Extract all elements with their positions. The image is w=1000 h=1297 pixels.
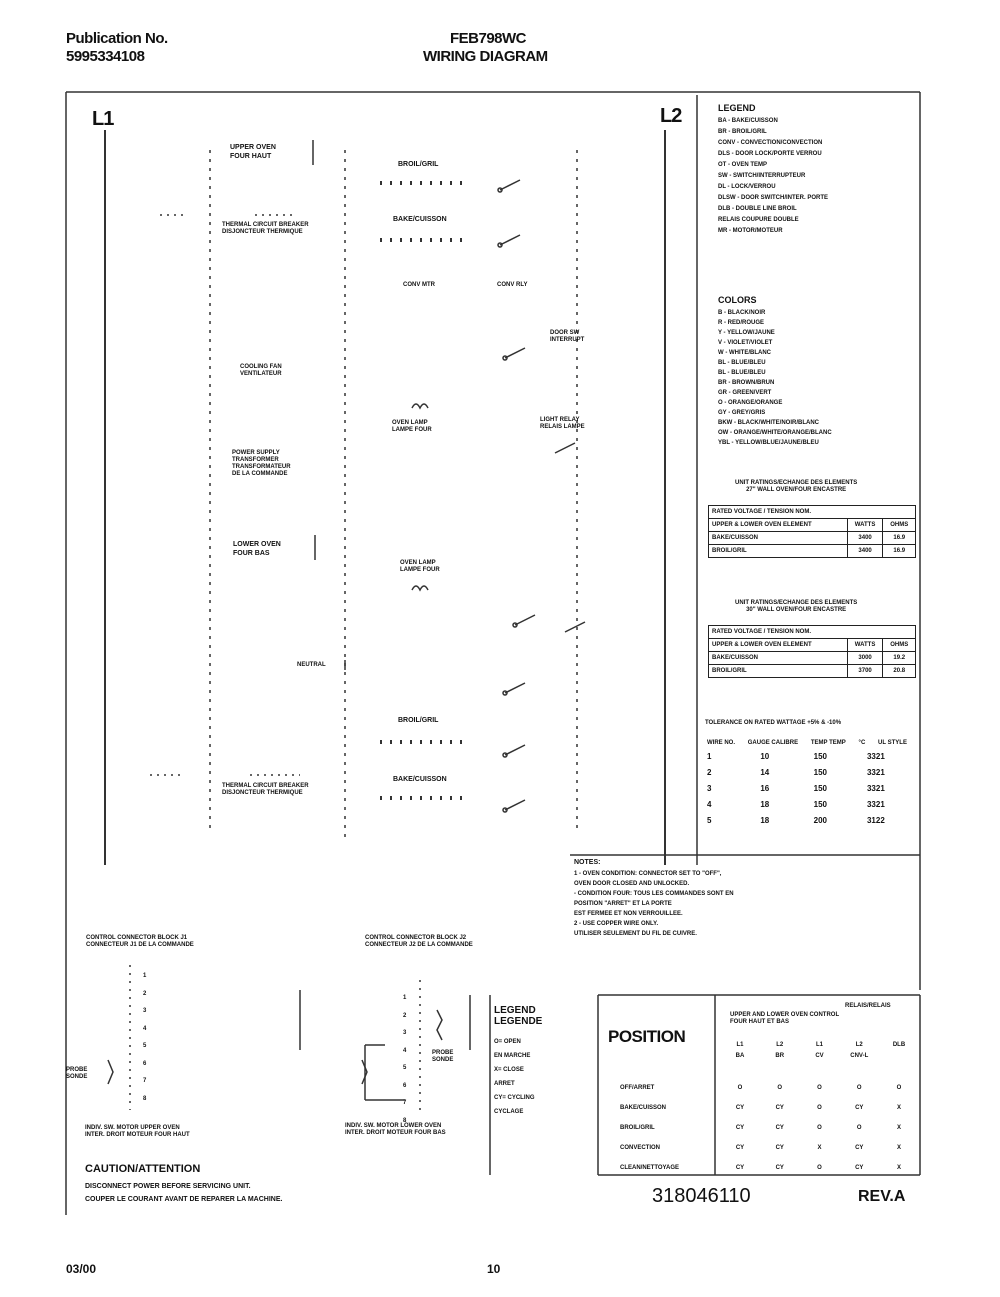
connector-j1-pins (143, 968, 146, 1108)
legend2-title: LEGEND LEGENDE (494, 1005, 543, 1027)
position-cell: X (896, 1104, 901, 1111)
wire-cell: 2 (707, 768, 712, 777)
position-col-head: L2 CNV-L (850, 1042, 869, 1059)
position-cell: O (856, 1124, 862, 1131)
note-line: POSITION "ARRET" ET LA PORTE (574, 901, 672, 907)
legend-item: DLS - DOOR LOCK/PORTE VERROU (718, 151, 822, 157)
connector-pin: 6 (143, 1060, 147, 1067)
legend-section (718, 104, 828, 237)
wire-cell: 3 (707, 784, 712, 793)
wire-cell: 150 (813, 784, 828, 793)
wire-head-cell: °C (858, 740, 866, 746)
bake-upper-label: BAKE/CUISSON (393, 216, 447, 223)
position-cell: O (817, 1124, 822, 1131)
position-cell: CY (855, 1104, 864, 1111)
position-cell: CY (775, 1144, 784, 1151)
door-switch-label: DOOR SW INTERRUPT (550, 330, 585, 343)
connector-j1-caption: INDIV. SW. MOTOR UPPER OVEN INTER. DROIT MOTEUR FOUR HAUT (85, 1125, 190, 1138)
position-cell: CY (775, 1164, 784, 1171)
lower-oven-label: LOWER OVEN FOUR BAS (233, 541, 281, 557)
position-col-head: L1 BA (735, 1042, 745, 1059)
position-cell: CY (735, 1144, 745, 1151)
color-item: BL - BLUE/BLEU (718, 370, 766, 376)
connector-pin: 1 (143, 973, 147, 979)
position-row (620, 1158, 917, 1178)
tolerance-note: TOLERANCE ON RATED WATTAGE +5% & -10% (705, 720, 842, 726)
note-line: 2 - USE COPPER WIRE ONLY. (574, 921, 659, 927)
color-item: V - VIOLET/VIOLET (718, 340, 773, 346)
position-cell: O (777, 1084, 783, 1091)
legend2-item: EN MARCHE (494, 1053, 531, 1059)
wire-cell: 150 (813, 800, 828, 809)
wire-cell: 10 (760, 752, 770, 761)
position-rows (620, 1078, 917, 1178)
page-title: WIRING DIAGRAM (423, 48, 548, 65)
ratings-1-row-ohms: 16.9 (883, 545, 916, 558)
ratings-table-1 (708, 505, 916, 558)
legend-item: MR - MOTOR/MOTEUR (718, 228, 783, 234)
legend-item: SW - SWITCH/INTERRUPTEUR (718, 173, 806, 179)
legend-title: LEGEND (718, 103, 756, 113)
legend2-item: O= OPEN (494, 1039, 521, 1045)
legend-list (718, 116, 828, 237)
oven-lamp-upper: OVEN LAMP LAMPE FOUR (392, 420, 432, 433)
legend-item: RELAIS COUPURE DOUBLE (718, 217, 799, 223)
position-cell: CY (735, 1104, 745, 1111)
connector-pin: 2 (403, 1012, 407, 1019)
legend-item: OT - OVEN TEMP (718, 162, 768, 168)
colors-section (718, 296, 832, 448)
thermal-breaker-lower: THERMAL CIRCUIT BREAKER DISJONCTEUR THERMIQUE (222, 783, 309, 796)
ratings-2-row-watts: 3000 (847, 652, 883, 665)
note-line: 1 - OVEN CONDITION: CONNECTOR SET TO "OFF", (574, 871, 722, 877)
wire-row (707, 781, 907, 797)
ratings-1-head-2: OHMS (883, 519, 916, 532)
ratings-1-head-0: UPPER & LOWER OVEN ELEMENT (709, 519, 848, 532)
connector-pin: 7 (143, 1078, 147, 1084)
wire-row (707, 749, 907, 765)
position-row (620, 1078, 917, 1098)
ratings-2-row-label: BAKE/CUISSON (709, 652, 848, 665)
conv-relay-label: CONV RLY (497, 282, 528, 288)
thermal-breaker-upper: THERMAL CIRCUIT BREAKER DISJONCTEUR THERMIQUE (222, 222, 309, 235)
position-col-head: DLB (892, 1042, 906, 1048)
position-row-label: CLEAN/NETTOYAGE (620, 1164, 680, 1171)
position-cell: CY (775, 1124, 784, 1131)
wire-cell: 3321 (866, 768, 885, 777)
wire-cell: 18 (760, 816, 770, 825)
ratings-1-sub: RATED VOLTAGE / TENSION NOM. (709, 506, 916, 519)
notes-section (574, 858, 734, 939)
legend2-section (494, 1005, 542, 1119)
ratings-2-row-ohms: 20.8 (883, 665, 916, 678)
ratings-1-title: UNIT RATINGS/ECHANGE DES ELEMENTS 27" WALL OVEN/FOUR ENCASTRE (735, 480, 858, 493)
note-line: UTILISER SEULEMENT DU FIL DE CUIVRE. (574, 931, 697, 937)
wire-cell: 16 (760, 784, 770, 793)
wire-head-cell: UL STYLE (878, 740, 907, 746)
connector-pin: 5 (403, 1065, 407, 1071)
ratings-2-head-1: WATTS (847, 639, 883, 652)
wire-cell: 150 (813, 768, 828, 777)
position-row (620, 1098, 917, 1118)
legend-item: DL - LOCK/VERROU (718, 184, 776, 190)
color-item: R - RED/ROUGE (718, 320, 765, 326)
conv-motor-label: CONV MTR (403, 282, 435, 288)
connector-pin: 4 (403, 1047, 407, 1054)
broil-lower-label: BROIL/GRIL (398, 717, 439, 724)
wire-cell: 3321 (866, 752, 885, 761)
color-item: B - BLACK/NOIR (718, 310, 766, 316)
position-row-label: OFF/ARRET (620, 1084, 655, 1091)
wire-cell: 150 (813, 752, 828, 761)
note-line: OVEN DOOR CLOSED AND UNLOCKED. (574, 881, 690, 887)
note-line: - CONDITION FOUR: TOUS LES COMMANDES SONT EN (574, 891, 734, 897)
color-item: OW - ORANGE/WHITE/ORANGE/BLANC (718, 430, 832, 436)
position-relay-sub: UPPER AND LOWER OVEN CONTROL FOUR HAUT ET BAS (730, 1012, 840, 1025)
ratings-1-row-watts: 3400 (847, 532, 883, 545)
wire-cell: 3122 (866, 816, 885, 825)
connector-pin: 8 (143, 1095, 147, 1102)
publication-label: Publication No. (66, 30, 168, 47)
position-cell: CY (775, 1104, 784, 1111)
position-cell: O (817, 1104, 822, 1111)
wire-head-cell: WIRE NO. (707, 740, 735, 746)
ratings-2-head-0: UPPER & LOWER OVEN ELEMENT (709, 639, 848, 652)
connector-pin: 1 (403, 995, 407, 1001)
legend2-list (494, 1035, 542, 1119)
probe-label-j2: PROBE SONDE (432, 1050, 454, 1063)
position-cell: X (896, 1144, 901, 1151)
position-columns (722, 1040, 917, 1062)
ratings-2-head-2: OHMS (883, 639, 916, 652)
color-item: BL - BLUE/BLEU (718, 360, 766, 366)
wire-cell: 4 (707, 800, 712, 809)
connector-pin: 7 (403, 1100, 407, 1106)
position-cell: O (817, 1084, 822, 1091)
wire-row (707, 797, 907, 813)
position-cell: O (896, 1084, 902, 1091)
revision-label: REV.A (858, 1188, 906, 1205)
connector-j2-title: CONTROL CONNECTOR BLOCK J2 CONNECTEUR J2 DE LA COMMANDE (365, 935, 473, 948)
wire-cell: 3321 (866, 784, 885, 793)
caution-line-1: DISCONNECT POWER BEFORE SERVICING UNIT. (85, 1183, 251, 1190)
position-relay-title: RELAIS/RELAIS (845, 1003, 891, 1009)
ratings-table-2 (708, 625, 916, 678)
ratings-1-row-watts: 3400 (847, 545, 883, 558)
legend-item: BA - BAKE/CUISSON (718, 118, 778, 124)
position-row (620, 1118, 917, 1138)
position-row-label: CONVECTION (620, 1144, 661, 1151)
legend-item: DLSW - DOOR SWITCH/INTER. PORTE (718, 195, 828, 201)
position-cell: O (856, 1084, 862, 1091)
ratings-1-head-1: WATTS (847, 519, 883, 532)
wire-cell: 200 (813, 816, 828, 825)
color-item: BR - BROWN/BRUN (718, 380, 775, 386)
wire-head-cell: GAUGE CALIBRE (747, 740, 799, 746)
legend2-item: CYCLAGE (494, 1109, 524, 1115)
ratings-2-row-label: BROIL/GRIL (709, 665, 848, 678)
caution-title: CAUTION/ATTENTION (85, 1163, 201, 1175)
page-number: 10 (487, 1262, 501, 1276)
connector-j2-caption: INDIV. SW. MOTOR LOWER OVEN INTER. DROIT MOTEUR FOUR BAS (345, 1123, 446, 1136)
position-cell: CY (735, 1164, 745, 1171)
ratings-2-row-ohms: 19.2 (883, 652, 916, 665)
color-item: GR - GREEN/VERT (718, 390, 772, 396)
legend-item: CONV - CONVECTION/CONVECTION (718, 140, 823, 146)
position-row (620, 1138, 917, 1158)
model-number: FEB798WC (450, 30, 527, 47)
colors-title: COLORS (718, 295, 757, 305)
ratings-1-row-label: BAKE/CUISSON (709, 532, 848, 545)
position-cell: CY (735, 1124, 745, 1131)
position-cell: CY (855, 1144, 864, 1151)
color-item: YBL - YELLOW/BLUE/JAUNE/BLEU (718, 440, 819, 446)
wire-cell: 5 (707, 816, 712, 825)
connector-pin: 4 (143, 1025, 147, 1032)
legend-item: BR - BROIL/GRIL (718, 129, 767, 135)
position-cell: X (896, 1124, 901, 1131)
position-cell: CY (855, 1164, 864, 1171)
rail-l1-label: L1 (92, 108, 114, 130)
notes-list (574, 869, 734, 939)
ratings-2-sub: RATED VOLTAGE / TENSION NOM. (709, 626, 916, 639)
wire-cell: 3321 (866, 800, 885, 809)
rail-l2-label: L2 (660, 105, 682, 127)
ratings-1-row-label: BROIL/GRIL (709, 545, 848, 558)
position-col-head: L2 BR (775, 1042, 785, 1059)
connector-pin: 3 (403, 1030, 407, 1036)
position-col-head: L1 CV (815, 1042, 824, 1059)
legend2-item: X= CLOSE (494, 1067, 524, 1073)
position-cell: X (896, 1164, 901, 1171)
ratings-2-title: UNIT RATINGS/ECHANGE DES ELEMENTS 30" WALL OVEN/FOUR ENCASTRE (735, 600, 858, 613)
wire-table (707, 740, 907, 829)
connector-j1-title: CONTROL CONNECTOR BLOCK J1 CONNECTEUR J1 DE LA COMMANDE (86, 935, 194, 948)
wire-cell: 1 (707, 752, 712, 761)
color-item: W - WHITE/BLANC (718, 350, 771, 356)
ratings-2-row-watts: 3700 (847, 665, 883, 678)
color-item: BKW - BLACK/WHITE/NOIR/BLANC (718, 420, 819, 426)
ratings-1-row-ohms: 16.9 (883, 532, 916, 545)
notes-title: NOTES: (574, 859, 601, 866)
wire-table-head (707, 740, 907, 746)
bake-lower-label: BAKE/CUISSON (393, 776, 447, 783)
caution-line-2: COUPER LE COURANT AVANT DE REPARER LA MACHINE. (85, 1196, 283, 1203)
publication-number: 5995334108 (66, 48, 145, 65)
upper-oven-label: UPPER OVEN FOUR HAUT (230, 144, 276, 160)
legend-item: DLB - DOUBLE LINE BROIL (718, 206, 797, 212)
wire-row (707, 813, 907, 829)
colors-list (718, 308, 832, 448)
position-row-label: BROIL/GRIL (620, 1124, 655, 1131)
legend2-item: CY= CYCLING (494, 1095, 535, 1101)
cooling-fan-label: COOLING FAN VENTILATEUR (240, 364, 282, 377)
document-number: 318046110 (652, 1185, 751, 1207)
position-title: POSITION (608, 1027, 686, 1046)
connector-pin: 3 (143, 1008, 147, 1014)
wire-cell: 18 (760, 800, 770, 809)
position-cell: O (817, 1164, 822, 1171)
color-item: GY - GREY/GRIS (718, 410, 766, 416)
footer-date: 03/00 (66, 1262, 97, 1276)
legend2-item: ARRET (494, 1081, 515, 1087)
neutral-label: NEUTRAL (297, 662, 326, 668)
position-cell: O (737, 1084, 743, 1091)
note-line: EST FERMEE ET NON VERROUILLEE. (574, 911, 683, 917)
position-row-label: BAKE/CUISSON (620, 1104, 667, 1111)
connector-pin: 5 (143, 1043, 147, 1049)
connector-pin: 2 (143, 990, 147, 997)
broil-upper-label: BROIL/GRIL (398, 161, 439, 168)
wire-row (707, 765, 907, 781)
wire-head-cell: TEMP TEMP (810, 740, 846, 746)
wire-cell: 14 (760, 768, 770, 777)
probe-label-j1: PROBE SONDE (66, 1067, 88, 1080)
connector-pin: 8 (403, 1117, 407, 1124)
connector-pin: 6 (403, 1082, 407, 1089)
connector-j2-pins (403, 990, 406, 1130)
light-relay-label: LIGHT RELAY RELAIS LAMPE (540, 417, 585, 430)
oven-lamp-lower: OVEN LAMP LAMPE FOUR (400, 560, 440, 573)
power-supply-label: POWER SUPPLY TRANSFORMER TRANSFORMATEUR DE LA COMMANDE (232, 450, 291, 477)
color-item: Y - YELLOW/JAUNE (718, 330, 775, 336)
position-cell: X (817, 1144, 822, 1151)
wire-table-rows (707, 749, 907, 829)
color-item: O - ORANGE/ORANGE (718, 400, 783, 406)
